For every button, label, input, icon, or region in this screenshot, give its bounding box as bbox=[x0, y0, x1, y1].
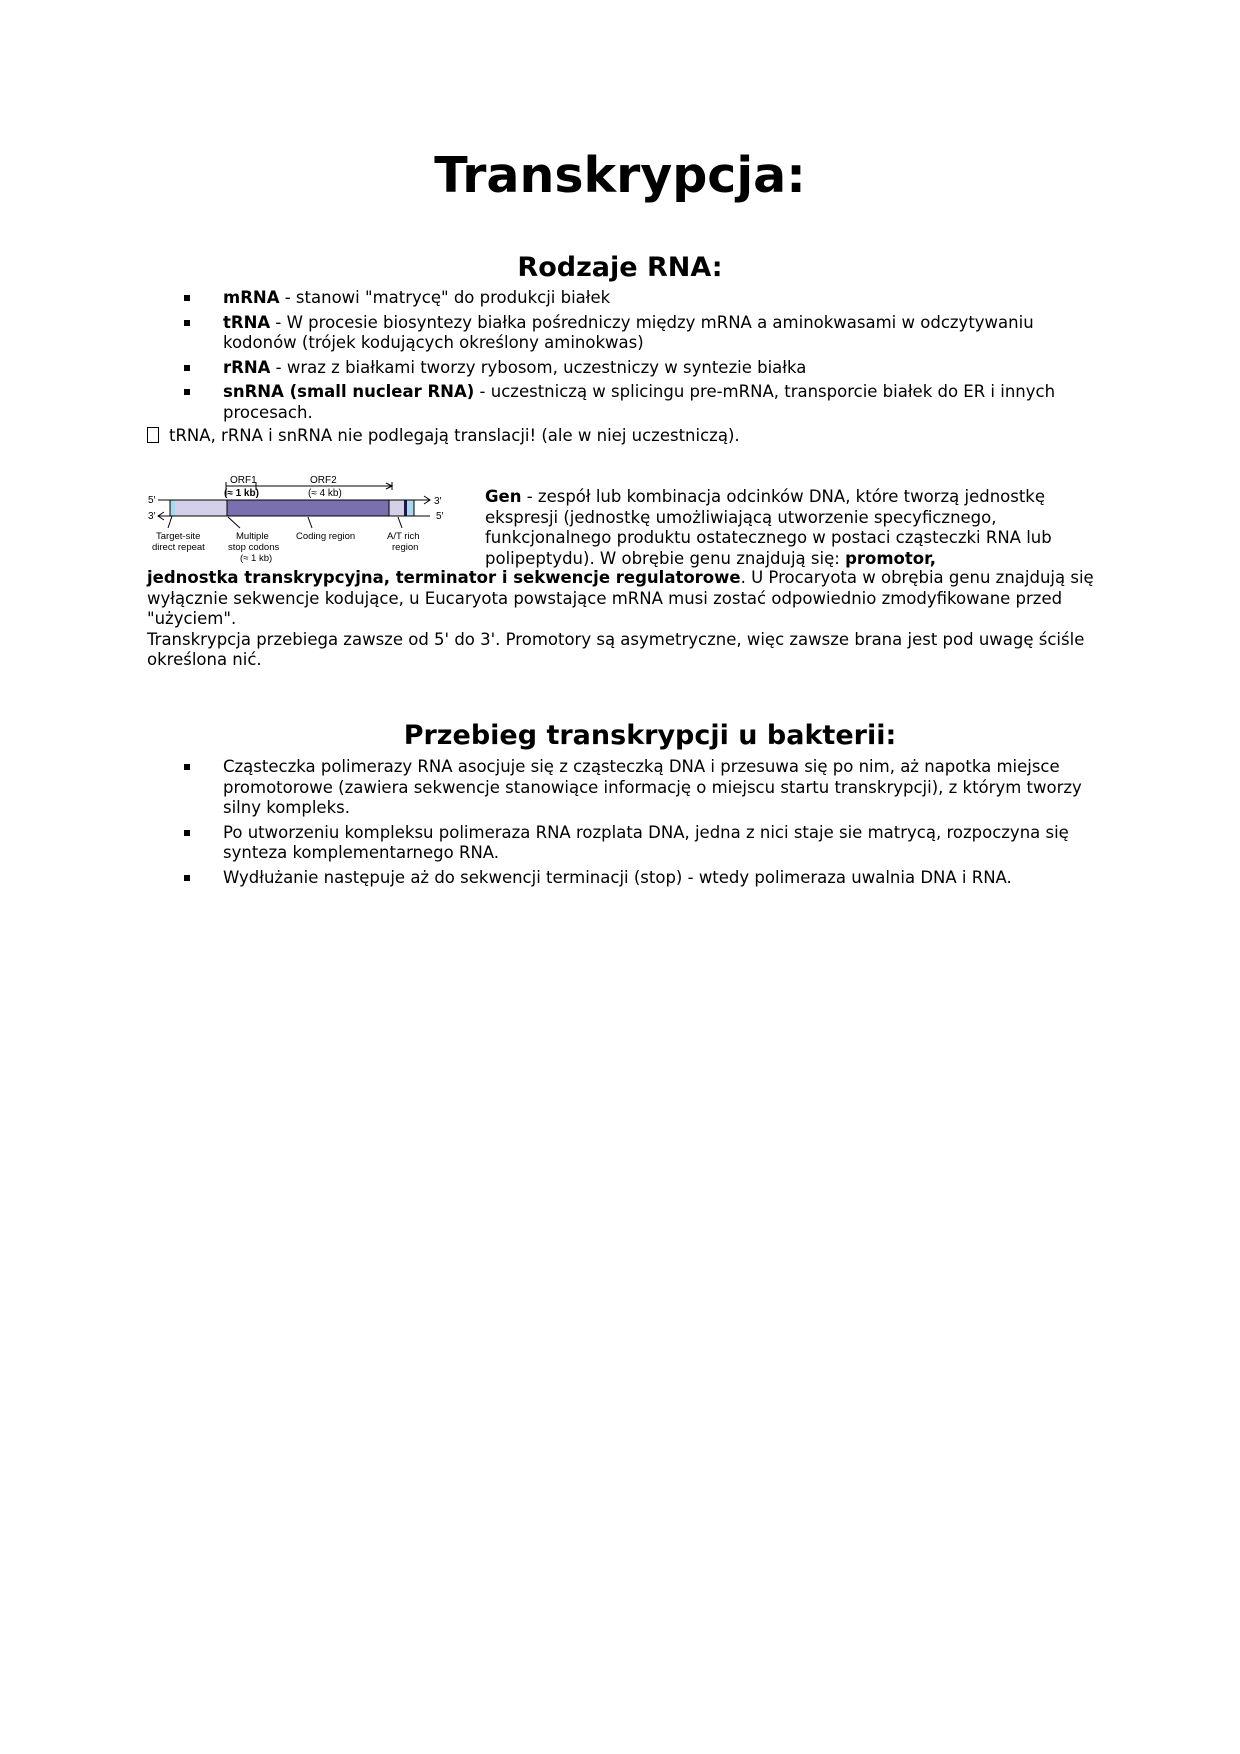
retrotransposon-diagram bbox=[148, 470, 458, 575]
bullet-icon bbox=[184, 295, 190, 301]
item-term: mRNA bbox=[223, 288, 280, 307]
bacteria-steps-list bbox=[184, 757, 1094, 892]
gene-definition-continued bbox=[147, 568, 1097, 671]
list-item bbox=[184, 313, 1094, 354]
list-item bbox=[184, 757, 1094, 819]
list-item bbox=[184, 288, 1094, 309]
item-text: Po utworzeniu kompleksu polimeraza RNA rozplata DNA, jedna z nici staje sie matrycą, rozpoczyna się synteza komplementarnego RNA. bbox=[223, 822, 1069, 862]
gene-text-continued: . U Procaryota w obrębia genu znajdują się wyłącznie sekwencje kodujące, u Eucaryota powstające mRNA musi zostać odpowiednio zmodyfikowane przed "użyciem". bbox=[147, 568, 1094, 628]
item-text: Wydłużanie następuje aż do sekwencji terminacji (stop) - wtedy polimeraza uwalnia DNA i RNA. bbox=[223, 867, 1012, 887]
bullet-icon bbox=[184, 389, 190, 395]
item-term: rRNA bbox=[223, 357, 271, 377]
at-rich-label-1: A/T rich bbox=[387, 531, 420, 542]
orf1-label: ORF1 bbox=[230, 475, 257, 486]
target-site-label-1: Target-site bbox=[156, 531, 201, 542]
strand-bottom-right-label: 5′ bbox=[436, 511, 444, 522]
item-text: - stanowi "matrycę" do produkcji białek bbox=[279, 288, 611, 307]
rna-types-list bbox=[184, 288, 1094, 427]
gene-bold-promotor: promotor, bbox=[845, 548, 937, 568]
page-title: Transkrypcja: bbox=[434, 147, 806, 204]
item-text: Cząsteczka polimerazy RNA asocjuje się z cząsteczką DNA i przesuwa się po nim, aż napotka miejsce promotorowe (zawiera sekwencje stanowiące informację o miejscu startu transkrypcji), z którym tworzy silny kompleks. bbox=[223, 757, 1082, 817]
gene-definition bbox=[485, 487, 1095, 569]
gene-text: - zespół lub kombinacja odcinków DNA, które tworzą jednostkę ekspresji (jednostkę umożliwiającą utworzenie specyficznego, funkcjonalnego produktu ostatecznego w postaci cząsteczki RNA lub polipeptydu). W obrębie genu znajdują się: bbox=[485, 487, 1052, 568]
bullet-icon bbox=[184, 830, 190, 836]
coding-region-label: Coding region bbox=[296, 531, 356, 542]
list-item bbox=[184, 358, 1094, 379]
item-term: tRNA bbox=[223, 312, 271, 332]
item-term: snRNA (small nuclear RNA) bbox=[223, 382, 475, 401]
bullet-icon bbox=[184, 320, 190, 326]
orf2-label: ORF2 bbox=[310, 475, 337, 486]
section-heading-bacteria: Przebieg transkrypcji u bakterii: bbox=[403, 720, 897, 751]
bullet-icon bbox=[184, 764, 190, 770]
stop-codons-label-1: Multiple bbox=[236, 531, 269, 542]
gene-term: Gen bbox=[485, 487, 522, 506]
item-text: - W procesie biosyntezy białka pośredniczy między mRNA a aminokwasami w odczytywaniu kodonów (trójek kodujących określony aminokwas) bbox=[223, 312, 1034, 352]
list-item bbox=[184, 868, 1094, 889]
gene-bold-elements: jednostka transkrypcyjna, terminator i sekwencje regulatorowe bbox=[147, 568, 741, 587]
strand-top-left-label: 5′ bbox=[148, 495, 156, 506]
missing-glyph-icon bbox=[147, 427, 159, 443]
note-text: tRNA, rRNA i snRNA nie podlegają translacji! (ale w niej uczestniczą). bbox=[169, 426, 740, 445]
strand-top-right-label: 3′ bbox=[434, 496, 442, 507]
list-item bbox=[184, 823, 1094, 864]
orf1-size-label: (≈ 1 kb) bbox=[224, 488, 259, 499]
orf2-size-label: (≈ 4 kb) bbox=[308, 488, 342, 499]
item-text: - uczestniczą w splicingu pre-mRNA, transporcie białek do ER i innych procesach. bbox=[223, 382, 1056, 422]
transcription-direction-text: Transkrypcja przebiega zawsze od 5' do 3'. Promotory są asymetryczne, więc zawsze brana jest pod uwagę ściśle określona nić. bbox=[147, 629, 1085, 669]
translation-note bbox=[147, 426, 740, 447]
at-rich-label-2: region bbox=[392, 542, 419, 553]
stop-codons-label-3: (≈ 1 kb) bbox=[240, 553, 273, 564]
item-text: - wraz z białkami tworzy rybosom, uczestniczy w syntezie białka bbox=[270, 357, 807, 377]
bullet-icon bbox=[184, 365, 190, 371]
list-item bbox=[184, 382, 1094, 423]
strand-bottom-left-label: 3′ bbox=[148, 511, 156, 522]
bullet-icon bbox=[184, 875, 190, 881]
target-site-label-2: direct repeat bbox=[152, 542, 205, 553]
section-heading-rna-types: Rodzaje RNA: bbox=[517, 252, 723, 283]
stop-codons-label-2: stop codons bbox=[228, 542, 280, 553]
